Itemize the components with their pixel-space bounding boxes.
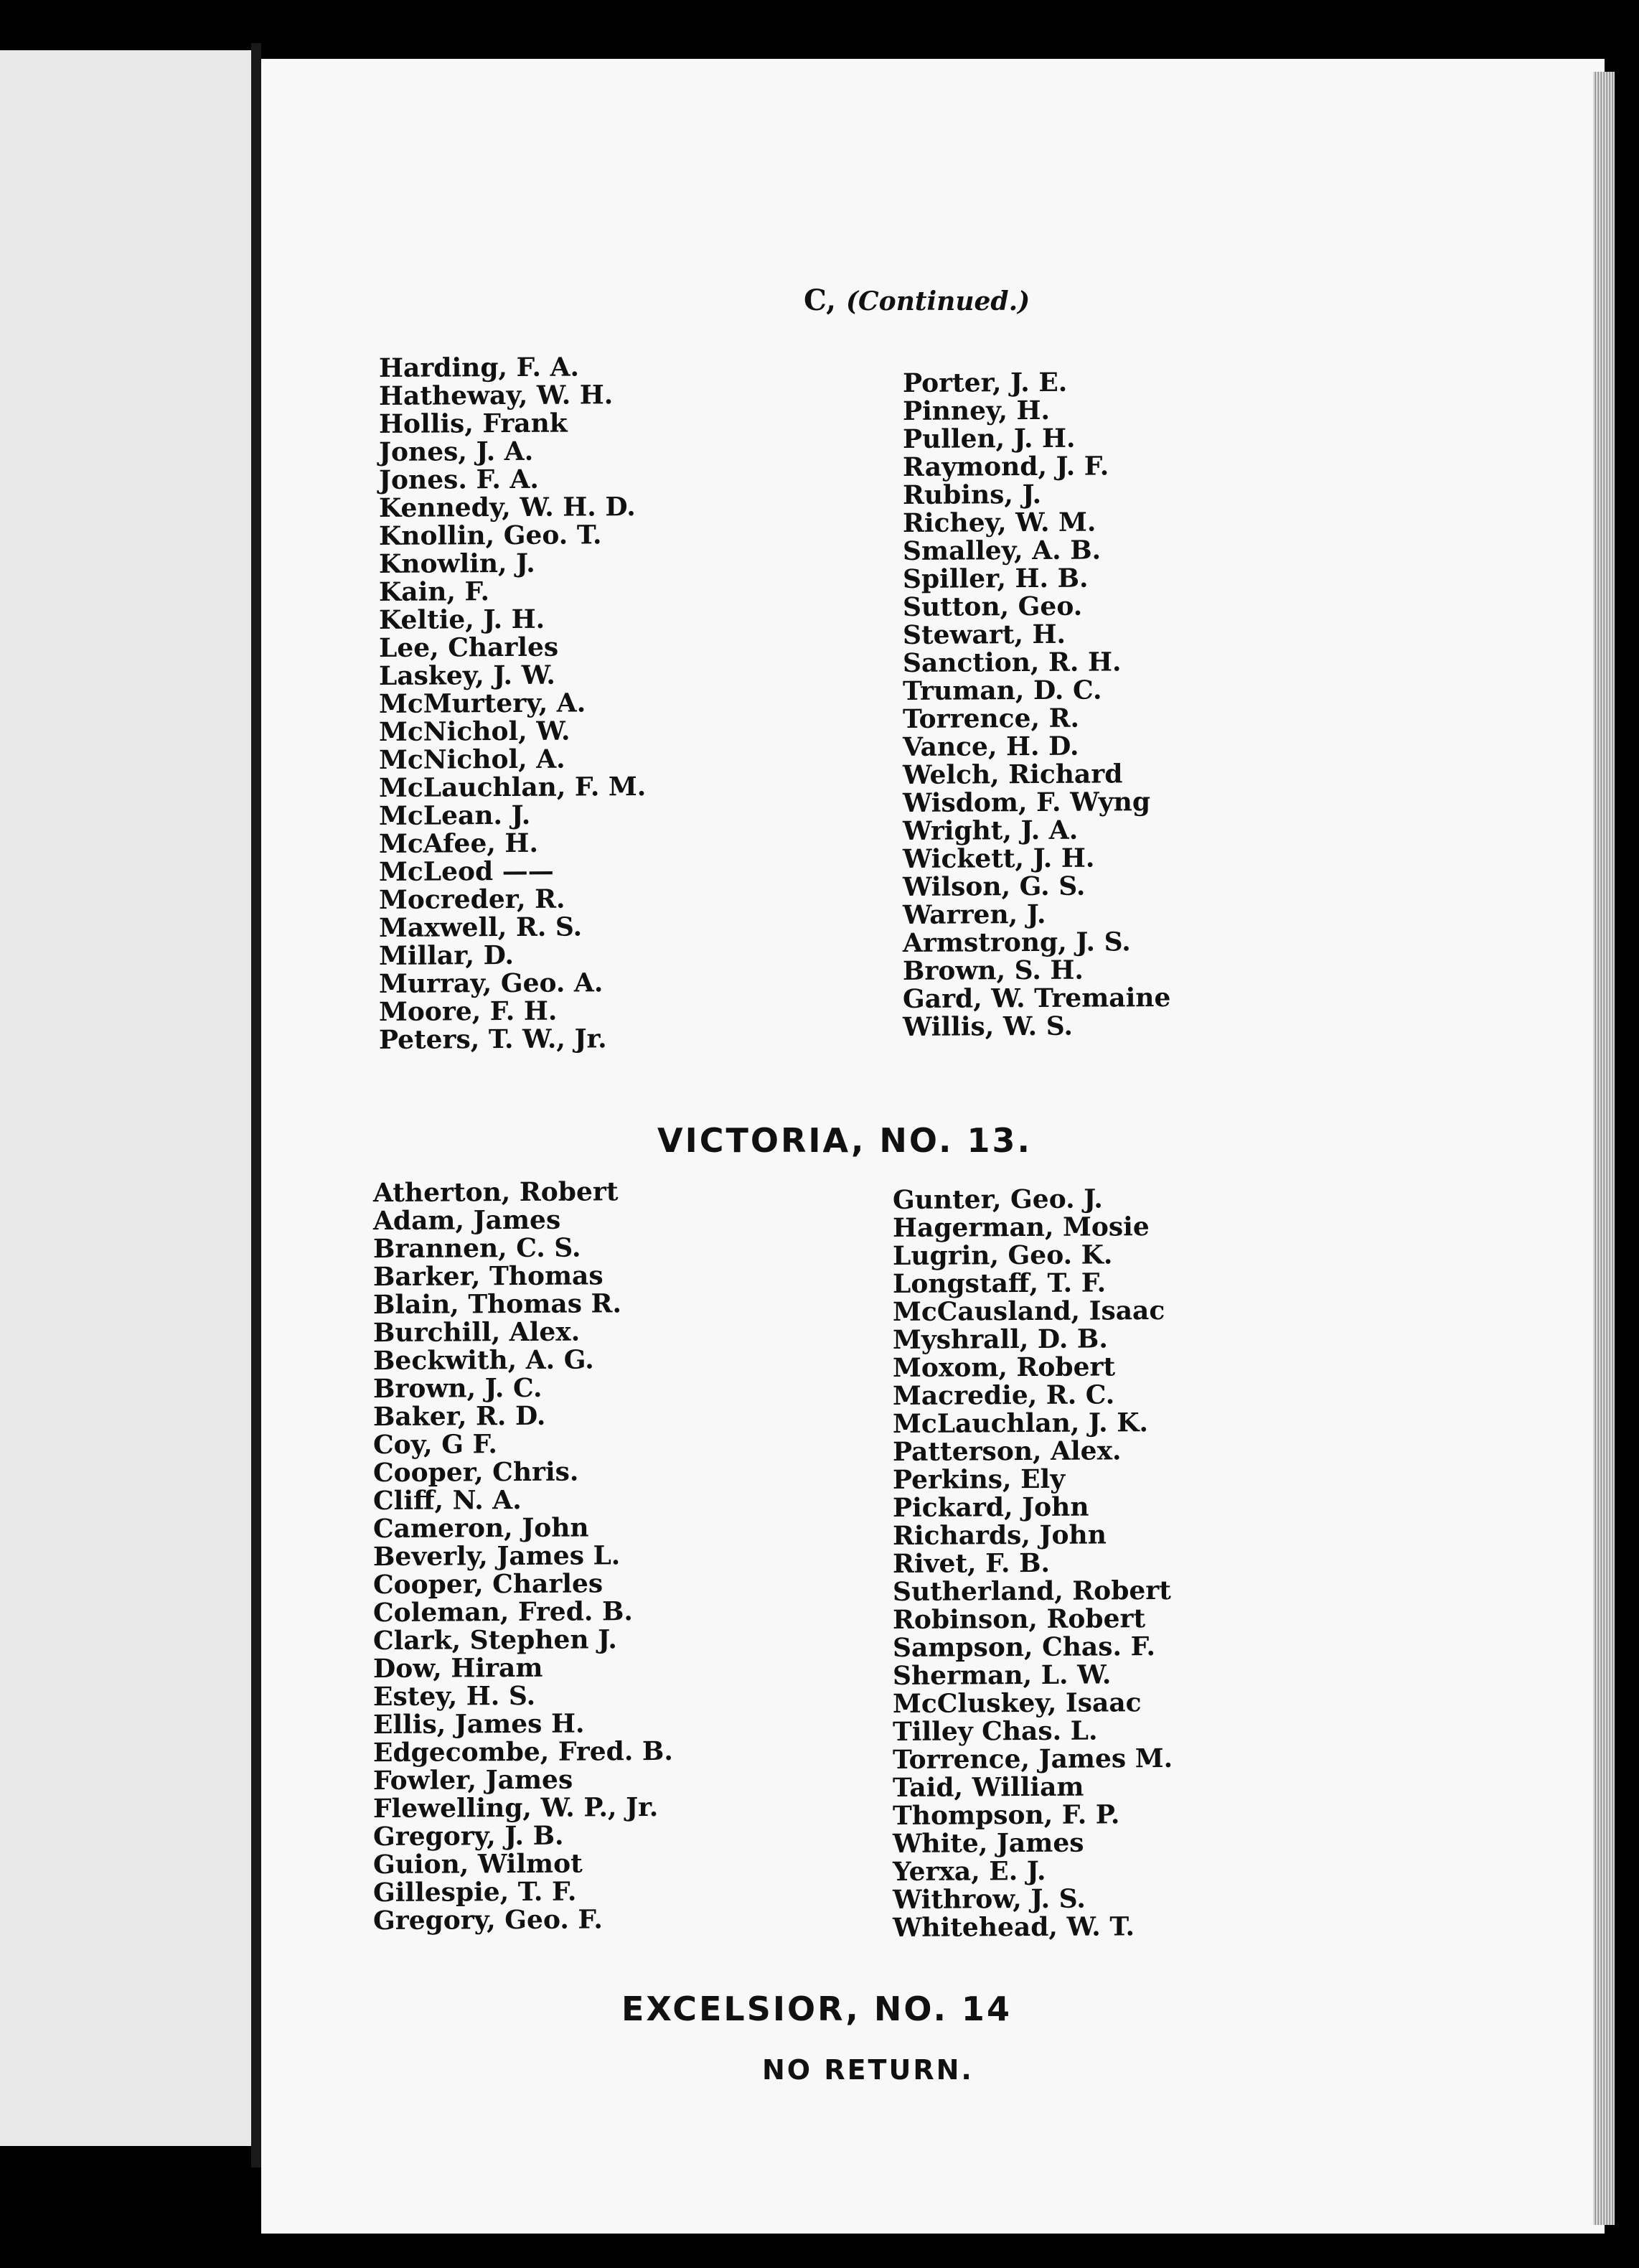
member-name: Porter, J. E. [903, 367, 1068, 398]
member-name: Rubins, J. [903, 479, 1042, 510]
member-name: Yerxa, E. J. [893, 1855, 1046, 1888]
member-name: Brown, S. H. [903, 955, 1084, 986]
no-return-note: NO RETURN. [762, 2054, 974, 2086]
member-name: Patterson, Alex. [893, 1435, 1122, 1468]
member-name: Coleman, Fred. B. [373, 1596, 633, 1629]
member-name: McNichol, A. [379, 744, 565, 775]
member-name: Robinson, Robert [893, 1603, 1146, 1636]
member-name: Baker, R. D. [373, 1400, 546, 1433]
member-name: Mocreder, R. [379, 884, 565, 915]
member-name: Beckwith, A. G. [373, 1344, 594, 1377]
page-edges [1593, 72, 1615, 2225]
member-name: Withrow, J. S. [893, 1883, 1086, 1916]
member-name: Raymond, J. F. [903, 451, 1109, 482]
member-name: Perkins, Ely [893, 1463, 1066, 1496]
member-name: Ellis, James H. [373, 1708, 585, 1740]
member-name: Gregory, J. B. [373, 1820, 564, 1852]
member-name: McMurtery, A. [379, 688, 586, 719]
member-name: Jones, J. A. [379, 436, 534, 467]
member-name: Pinney, H. [903, 395, 1051, 426]
facing-page [0, 50, 251, 2146]
member-name: Torrence, James M. [893, 1743, 1173, 1776]
member-name: Estey, H. S. [373, 1680, 536, 1712]
member-name: Taid, William [893, 1771, 1084, 1804]
member-name: Pullen, J. H. [903, 423, 1076, 454]
member-name: Kennedy, W. H. D. [379, 492, 636, 523]
member-name: Richey, W. M. [903, 507, 1096, 538]
member-name: Dow, Hiram [373, 1652, 543, 1684]
victoria-left-column [373, 1178, 673, 1935]
member-name: Sanction, R. H. [903, 647, 1122, 678]
member-name: Lee, Charles [379, 632, 559, 663]
member-name: Thompson, F. P. [893, 1799, 1120, 1832]
member-name: McLean. J. [379, 800, 531, 831]
member-name: Cliff, N. A. [373, 1485, 522, 1517]
member-name: Macredie, R. C. [893, 1379, 1115, 1412]
member-name: Knowlin, J. [379, 548, 535, 579]
member-name: Sutherland, Robert [893, 1575, 1171, 1608]
member-name: Beverly, James L. [373, 1540, 621, 1573]
member-name: Laskey, J. W. [379, 660, 555, 691]
member-name: Truman, D. C. [903, 675, 1102, 706]
member-name: Welch, Richard [903, 759, 1123, 790]
member-name: McNichol, W. [379, 716, 570, 747]
member-name: Wickett, J. H. [903, 843, 1095, 874]
member-name: Keltie, J. H. [379, 604, 545, 635]
member-name: Whitehead, W. T. [893, 1911, 1135, 1944]
member-name: McCluskey, Isaac [893, 1687, 1142, 1720]
victoria-heading: VICTORIA, NO. 13. [657, 1121, 1033, 1160]
member-name: Wilson, G. S. [903, 871, 1086, 902]
member-name: Gard, W. Tremaine [903, 983, 1171, 1014]
member-name: Murray, Geo. A. [379, 967, 604, 999]
section-c-heading [804, 284, 1030, 317]
member-name: Kain, F. [379, 576, 490, 607]
section-c-letter: C, [804, 284, 837, 317]
member-name: Sampson, Chas. F. [893, 1631, 1156, 1664]
member-name: Brannen, C. S. [373, 1232, 581, 1265]
member-name: Smalley, A. B. [903, 535, 1102, 566]
member-name: Clark, Stephen J. [373, 1624, 617, 1657]
member-name: Jones. F. A. [379, 464, 539, 495]
member-name: Atherton, Robert [373, 1176, 619, 1209]
member-name: Harding, F. A. [379, 352, 580, 383]
member-name: Adam, James [373, 1204, 561, 1237]
member-name: Gregory, Geo. F. [373, 1904, 603, 1936]
member-name: Longstaff, T. F. [893, 1267, 1107, 1300]
member-name: Armstrong, J. S. [903, 927, 1131, 958]
member-name: Knollin, Geo. T. [379, 520, 602, 551]
member-name: Warren, J. [903, 899, 1046, 930]
member-name: Richards, John [893, 1519, 1107, 1552]
member-name: Cooper, Charles [373, 1568, 604, 1601]
member-name: Sutton, Geo. [903, 591, 1083, 622]
section-c-left-column [379, 353, 646, 1054]
member-name: Stewart, H. [903, 619, 1066, 650]
member-name: McLauchlan, J. K. [893, 1407, 1149, 1440]
member-name: Willis, W. S. [903, 1011, 1073, 1042]
member-name: Gillespie, T. F. [373, 1876, 577, 1908]
member-name: Fowler, James [373, 1764, 573, 1796]
member-name: Burchill, Alex. [373, 1316, 581, 1349]
member-name: Torrence, R. [903, 703, 1080, 734]
member-name: Myshrall, D. B. [893, 1323, 1108, 1356]
member-name: Hollis, Frank [379, 408, 568, 439]
member-name: Vance, H. D. [903, 731, 1079, 762]
member-name: Sherman, L. W. [893, 1659, 1112, 1692]
member-name: Barker, Thomas [373, 1260, 604, 1293]
member-name: Gunter, Geo. J. [893, 1184, 1103, 1216]
member-name: Coy, G F. [373, 1429, 497, 1461]
member-name: Maxwell, R. S. [379, 912, 583, 943]
member-name: Rivet, F. B. [893, 1547, 1051, 1580]
member-name: Edgecombe, Fred. B. [373, 1735, 673, 1768]
member-name: Hatheway, W. H. [379, 380, 614, 411]
member-name: Tilley Chas. L. [893, 1715, 1098, 1748]
member-name: Hagerman, Mosie [893, 1212, 1150, 1244]
member-name: Flewelling, W. P., Jr. [373, 1792, 659, 1824]
member-name: Cameron, John [373, 1512, 589, 1545]
member-name: McAfee, H. [379, 828, 538, 859]
member-name: Moore, F. H. [379, 995, 558, 1027]
continued-label: (Continued.) [846, 286, 1030, 317]
member-name: Millar, D. [379, 939, 515, 971]
member-name: Wisdom, F. Wyng [903, 787, 1150, 818]
book-spine [251, 43, 261, 2168]
member-name: Wright, J. A. [903, 815, 1079, 846]
member-name: Moxom, Robert [893, 1351, 1116, 1384]
member-name: Guion, Wilmot [373, 1848, 583, 1880]
member-name: Cooper, Chris. [373, 1456, 579, 1489]
member-name: Blain, Thomas R. [373, 1288, 621, 1321]
member-name: Peters, T. W., Jr. [379, 1023, 607, 1055]
member-name: McCausland, Isaac [893, 1295, 1165, 1328]
member-name: McLauchlan, F. M. [379, 772, 647, 803]
victoria-right-column [893, 1185, 1173, 1942]
member-name: Brown, J. C. [373, 1372, 543, 1405]
member-name: Spiller, H. B. [903, 563, 1089, 594]
member-name: Lugrin, Geo. K. [893, 1240, 1113, 1272]
member-name: McLeod —— [379, 856, 554, 887]
member-name: Pickard, John [893, 1491, 1089, 1524]
section-c-right-column [903, 368, 1170, 1041]
member-name: White, James [893, 1827, 1084, 1860]
excelsior-heading: EXCELSIOR, NO. 14 [621, 1990, 1012, 2028]
